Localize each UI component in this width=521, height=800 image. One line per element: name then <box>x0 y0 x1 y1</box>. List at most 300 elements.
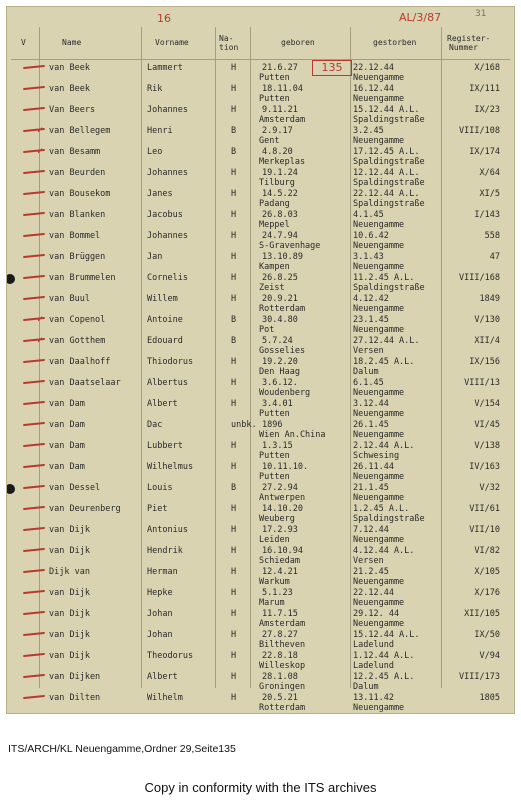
cell-geboren: 21.6.27 <box>262 63 298 73</box>
table-row <box>7 525 514 546</box>
cell-nation: H <box>231 525 237 535</box>
table-row <box>7 651 514 672</box>
table-row <box>7 315 514 336</box>
cell-gestorben: 6.1.45 <box>353 378 384 388</box>
cell-name: van Dijk <box>49 588 90 598</box>
cell-name: van Brüggen <box>49 252 106 262</box>
cell-birthplace: Gosselies <box>259 346 306 356</box>
copy-notice: Copy in conformity with the ITS archives <box>144 780 377 795</box>
cell-geboren: 14.5.22 <box>262 189 298 199</box>
red-pencil-tick <box>23 548 45 552</box>
cell-register: V/130 <box>474 315 500 325</box>
cell-nation: H <box>231 567 237 577</box>
cell-geboren: 13.10.89 <box>262 252 303 262</box>
cell-gestorben: 22.12.44 <box>353 63 394 73</box>
cell-deathplace: Versen <box>353 556 384 566</box>
cell-gestorben: 21.1.45 <box>353 483 389 493</box>
cell-vorname: Rik <box>147 84 163 94</box>
table-row <box>7 126 514 147</box>
cell-vorname: Hendrik <box>147 546 183 556</box>
cell-geboren: 1.3.15 <box>262 441 293 451</box>
cell-gestorben: 1.12.44 A.L. <box>353 651 415 661</box>
red-pencil-tick <box>23 653 45 657</box>
cell-deathplace: Spaldingstraße <box>353 157 425 167</box>
handwritten-number: 16 <box>157 12 171 25</box>
cell-vorname: Louis <box>147 483 173 493</box>
cell-nation: unbk. <box>231 420 257 430</box>
cell-gestorben: 12.12.44 A.L. <box>353 168 420 178</box>
header-geboren: geboren <box>281 38 315 47</box>
cell-deathplace: Neuengamme <box>353 430 405 440</box>
cell-register: IX/111 <box>469 84 500 94</box>
cell-deathplace: Neuengamme <box>353 472 405 482</box>
cell-name: van Buul <box>49 294 90 304</box>
cell-birthplace: Antwerpen <box>259 493 306 503</box>
table-row <box>7 420 514 441</box>
cell-birthplace: Putten <box>259 94 290 104</box>
table-row <box>7 84 514 105</box>
cell-vorname: Jan <box>147 252 163 262</box>
cell-geboren: 5.7.24 <box>262 336 293 346</box>
cell-birthplace: Rotterdam <box>259 304 306 314</box>
cell-vorname: Albert <box>147 672 178 682</box>
cell-name: van Beek <box>49 63 90 73</box>
cell-name: van Daalhoff <box>49 357 111 367</box>
table-row <box>7 210 514 231</box>
cell-deathplace: Ladelund <box>353 661 394 671</box>
cell-register: XI/5 <box>479 189 500 199</box>
cell-vorname: Wilhelmus <box>147 462 194 472</box>
cell-nation: B <box>231 336 237 346</box>
cell-vorname: Lammert <box>147 63 183 73</box>
cell-name: van Dijk <box>49 609 90 619</box>
table-row <box>7 504 514 525</box>
cell-geboren: 9.11.21 <box>262 105 298 115</box>
cell-gestorben: 23.1.45 <box>353 315 389 325</box>
cell-gestorben: 11.2.45 A.L. <box>353 273 415 283</box>
cell-register: V/32 <box>479 483 500 493</box>
cell-name: Van Beers <box>49 105 96 115</box>
check-mark-icon: ✓ <box>37 335 44 346</box>
cell-birthplace: Biltheven <box>259 640 306 650</box>
cell-birthplace: Putten <box>259 73 290 83</box>
cell-vorname: Johan <box>147 630 173 640</box>
header-nation-1: Na- <box>219 34 234 43</box>
cell-register: XII/4 <box>474 336 500 346</box>
cell-vorname: Johannes <box>147 231 188 241</box>
cell-register: 1849 <box>479 294 500 304</box>
red-pencil-tick <box>23 569 45 573</box>
cell-deathplace: Neuengamme <box>353 325 405 335</box>
table-row <box>7 105 514 126</box>
check-mark-icon: ✓ <box>37 125 44 136</box>
cell-birthplace: Wien An.China <box>259 430 326 440</box>
cell-gestorben: 3.1.43 <box>353 252 384 262</box>
cell-geboren: 26.8.25 <box>262 273 298 283</box>
cell-vorname: Johannes <box>147 105 188 115</box>
cell-deathplace: Neuengamme <box>353 304 405 314</box>
cell-vorname: Thiodorus <box>147 357 194 367</box>
cell-register: IX/23 <box>474 105 500 115</box>
cell-nation: B <box>231 147 237 157</box>
cell-geboren: 26.8.03 <box>262 210 298 220</box>
red-pencil-tick <box>23 359 45 363</box>
cell-vorname: Janes <box>147 189 173 199</box>
cell-deathplace: Neuengamme <box>353 94 405 104</box>
cell-nation: B <box>231 315 237 325</box>
red-pencil-tick <box>23 233 45 237</box>
cell-birthplace: Putten <box>259 409 290 419</box>
table-row <box>7 357 514 378</box>
cell-name: Dijk van <box>49 567 90 577</box>
cell-gestorben: 4.1.45 <box>353 210 384 220</box>
cell-nation: H <box>231 189 237 199</box>
cell-geboren: 27.8.27 <box>262 630 298 640</box>
cell-register: VI/82 <box>474 546 500 556</box>
cell-gestorben: 3.12.44 <box>353 399 389 409</box>
table-row <box>7 567 514 588</box>
cell-gestorben: 26.11.44 <box>353 462 394 472</box>
cell-name: van Dam <box>49 462 85 472</box>
cell-register: 47 <box>489 252 500 262</box>
cell-name: van Dijk <box>49 630 90 640</box>
cell-name: van Bousekom <box>49 189 111 199</box>
handwritten-corner-number: 31 <box>475 9 487 19</box>
cell-deathplace: Spaldingstraße <box>353 199 425 209</box>
cell-gestorben: 26.1.45 <box>353 420 389 430</box>
cell-vorname: Johannes <box>147 168 188 178</box>
cell-birthplace: Woudenberg <box>259 388 311 398</box>
cell-geboren: 2.9.17 <box>262 126 293 136</box>
cell-deathplace: Spaldingstraße <box>353 514 425 524</box>
cell-geboren: 4.8.20 <box>262 147 293 157</box>
red-pencil-tick <box>23 191 45 195</box>
cell-gestorben: 4.12.44 A.L. <box>353 546 415 556</box>
cell-register: VIII/173 <box>459 672 500 682</box>
cell-name: van Dilten <box>49 693 101 703</box>
cell-nation: H <box>231 399 237 409</box>
table-row <box>7 399 514 420</box>
cell-gestorben: 1.2.45 A.L. <box>353 504 410 514</box>
table-row <box>7 147 514 168</box>
cell-birthplace: Gent <box>259 136 280 146</box>
cell-name: van Dijk <box>49 651 90 661</box>
cell-name: van Dessel <box>49 483 101 493</box>
cell-name: van Dam <box>49 420 85 430</box>
cell-birthplace: Amsterdam <box>259 115 306 125</box>
cell-birthplace: Amsterdam <box>259 619 306 629</box>
cell-register: IV/163 <box>469 462 500 472</box>
cell-register: X/176 <box>474 588 500 598</box>
cell-gestorben: 16.12.44 <box>353 84 394 94</box>
cell-register: XII/105 <box>464 609 500 619</box>
punch-hole <box>6 484 15 494</box>
cell-nation: H <box>231 588 237 598</box>
cell-gestorben: 13.11.42 <box>353 693 394 703</box>
cell-name: van Blanken <box>49 210 106 220</box>
cell-deathplace: Neuengamme <box>353 220 405 230</box>
cell-nation: H <box>231 378 237 388</box>
table-header <box>7 34 514 60</box>
cell-vorname: Cornelis <box>147 273 188 283</box>
cell-name: van Dam <box>49 399 85 409</box>
cell-name: van Brummelen <box>49 273 116 283</box>
cell-deathplace: Neuengamme <box>353 535 405 545</box>
red-pencil-tick <box>23 506 45 510</box>
cell-vorname: Antoine <box>147 315 183 325</box>
cell-vorname: Dac <box>147 420 163 430</box>
red-pencil-tick <box>23 254 45 258</box>
cell-name: van Beek <box>49 84 90 94</box>
table-row <box>7 609 514 630</box>
cell-geboren: 28.1.08 <box>262 672 298 682</box>
red-pencil-tick <box>23 212 45 216</box>
cell-geboren: 11.7.15 <box>262 609 298 619</box>
cell-vorname: Willem <box>147 294 178 304</box>
cell-birthplace: Marum <box>259 598 285 608</box>
table-row <box>7 693 514 714</box>
cell-register: 558 <box>484 231 500 241</box>
table-row <box>7 546 514 567</box>
cell-geboren: 24.7.94 <box>262 231 298 241</box>
cell-deathplace: Neuengamme <box>353 703 405 713</box>
table-row <box>7 588 514 609</box>
cell-deathplace: Schwesing <box>353 451 400 461</box>
red-pencil-tick <box>23 65 45 69</box>
cell-birthplace: Den Haag <box>259 367 300 377</box>
table-row <box>7 630 514 651</box>
cell-geboren: 20.5.21 <box>262 693 298 703</box>
cell-register: I/143 <box>474 210 500 220</box>
register-table-body <box>7 63 514 714</box>
cell-vorname: Antonius <box>147 525 188 535</box>
cell-deathplace: Neuengamme <box>353 409 405 419</box>
cell-birthplace: Tilburg <box>259 178 295 188</box>
cell-birthplace: Pot <box>259 325 275 335</box>
red-pencil-tick <box>23 674 45 678</box>
cell-name: van Copenol <box>49 315 106 325</box>
document-sheet <box>6 6 515 714</box>
table-row <box>7 462 514 483</box>
cell-deathplace: Neuengamme <box>353 136 405 146</box>
cell-vorname: Johan <box>147 609 173 619</box>
cell-gestorben: 21.2.45 <box>353 567 389 577</box>
cell-register: VIII/13 <box>464 378 500 388</box>
cell-deathplace: Neuengamme <box>353 262 405 272</box>
header-register-1: Register- <box>447 34 491 43</box>
header-v: V <box>21 38 26 47</box>
cell-name: van Gotthem <box>49 336 106 346</box>
cell-gestorben: 17.12.45 A.L. <box>353 147 420 157</box>
cell-birthplace: Rotterdam <box>259 703 306 713</box>
cell-name: van Beurden <box>49 168 106 178</box>
handwritten-file-reference: AL/3/87 <box>399 11 442 24</box>
cell-nation: H <box>231 546 237 556</box>
table-row <box>7 273 514 294</box>
cell-nation: H <box>231 462 237 472</box>
cell-nation: H <box>231 294 237 304</box>
cell-birthplace: Groningen <box>259 682 306 692</box>
header-register-2: Nummer <box>449 43 478 52</box>
red-pencil-tick <box>23 401 45 405</box>
cell-name: van Dijken <box>49 672 101 682</box>
red-pencil-tick <box>23 422 45 426</box>
cell-register: IX/174 <box>469 147 500 157</box>
cell-nation: H <box>231 105 237 115</box>
archive-reference: ITS/ARCH/KL Neuengamme,Ordner 29,Seite135 <box>8 743 236 755</box>
cell-deathplace: Spaldingstraße <box>353 178 425 188</box>
cell-deathplace: Spaldingstraße <box>353 115 425 125</box>
cell-register: X/64 <box>479 168 500 178</box>
cell-nation: H <box>231 504 237 514</box>
header-gestorben: gestorben <box>373 38 417 47</box>
cell-name: van Dijk <box>49 525 90 535</box>
cell-geboren: 3.4.01 <box>262 399 293 409</box>
handwritten-page-stamp: 135 <box>312 60 352 76</box>
cell-geboren: 5.1.23 <box>262 588 293 598</box>
header-name: Name <box>62 38 82 47</box>
cell-deathplace: Spaldingstraße <box>353 283 425 293</box>
cell-name: van Dam <box>49 441 85 451</box>
table-row <box>7 336 514 357</box>
cell-register: V/154 <box>474 399 500 409</box>
cell-deathplace: Ladelund <box>353 640 394 650</box>
cell-register: X/168 <box>474 63 500 73</box>
table-row <box>7 441 514 462</box>
red-pencil-tick <box>23 527 45 531</box>
cell-gestorben: 12.2.45 A.L. <box>353 672 415 682</box>
cell-nation: H <box>231 84 237 94</box>
cell-birthplace: Padang <box>259 199 290 209</box>
table-row <box>7 252 514 273</box>
cell-geboren: 22.8.18 <box>262 651 298 661</box>
cell-name: van Besamm <box>49 147 101 157</box>
red-pencil-tick <box>23 485 45 489</box>
cell-nation: H <box>231 168 237 178</box>
cell-gestorben: 10.6.42 <box>353 231 389 241</box>
cell-nation: H <box>231 693 237 703</box>
cell-nation: H <box>231 252 237 262</box>
red-pencil-tick <box>23 632 45 636</box>
cell-geboren: 19.1.24 <box>262 168 298 178</box>
red-pencil-tick <box>23 275 45 279</box>
cell-birthplace: Schiedam <box>259 556 300 566</box>
cell-vorname: Lubbert <box>147 441 183 451</box>
cell-deathplace: Neuengamme <box>353 73 405 83</box>
cell-gestorben: 27.12.44 A.L. <box>353 336 420 346</box>
cell-nation: H <box>231 609 237 619</box>
cell-birthplace: Weuberg <box>259 514 295 524</box>
red-pencil-tick <box>23 296 45 300</box>
cell-vorname: Henri <box>147 126 173 136</box>
cell-deathplace: Versen <box>353 346 384 356</box>
check-mark-icon: ✓ <box>37 146 44 157</box>
cell-geboren: 16.10.94 <box>262 546 303 556</box>
cell-geboren: 20.9.21 <box>262 294 298 304</box>
cell-geboren: 30.4.80 <box>262 315 298 325</box>
cell-name: van Daatselaar <box>49 378 121 388</box>
cell-geboren: 14.10.20 <box>262 504 303 514</box>
check-mark-icon: ✓ <box>37 314 44 325</box>
cell-gestorben: 2.12.44 A.L. <box>353 441 415 451</box>
red-pencil-tick <box>23 380 45 384</box>
cell-nation: H <box>231 273 237 283</box>
cell-geboren: 17.2.93 <box>262 525 298 535</box>
cell-birthplace: Putten <box>259 451 290 461</box>
red-pencil-tick <box>23 443 45 447</box>
cell-birthplace: Willeskop <box>259 661 306 671</box>
cell-gestorben: 15.12.44 A.L. <box>353 630 420 640</box>
table-row <box>7 294 514 315</box>
cell-geboren: 3.6.12. <box>262 378 298 388</box>
cell-nation: B <box>231 126 237 136</box>
table-row <box>7 672 514 693</box>
cell-vorname: Albertus <box>147 378 188 388</box>
cell-deathplace: Neuengamme <box>353 388 405 398</box>
red-pencil-tick <box>23 695 45 699</box>
cell-register: V/94 <box>479 651 500 661</box>
cell-vorname: Albert <box>147 399 178 409</box>
cell-nation: H <box>231 630 237 640</box>
cell-deathplace: Dalum <box>353 367 379 377</box>
table-row <box>7 231 514 252</box>
cell-vorname: Hepke <box>147 588 173 598</box>
cell-name: van Bellegem <box>49 126 111 136</box>
cell-deathplace: Neuengamme <box>353 577 405 587</box>
cell-nation: H <box>231 441 237 451</box>
red-pencil-tick <box>23 86 45 90</box>
cell-register: VII/10 <box>469 525 500 535</box>
cell-register: VIII/168 <box>459 273 500 283</box>
cell-gestorben: 22.12.44 A.L. <box>353 189 420 199</box>
red-pencil-tick <box>23 107 45 111</box>
cell-register: VIII/108 <box>459 126 500 136</box>
table-row <box>7 378 514 399</box>
cell-register: IX/156 <box>469 357 500 367</box>
table-row <box>7 63 514 84</box>
cell-register: VII/61 <box>469 504 500 514</box>
punch-hole <box>6 274 15 284</box>
cell-geboren: 18.11.04 <box>262 84 303 94</box>
cell-gestorben: 4.12.42 <box>353 294 389 304</box>
cell-nation: B <box>231 483 237 493</box>
cell-register: VI/45 <box>474 420 500 430</box>
cell-birthplace: Putten <box>259 472 290 482</box>
cell-birthplace: Leiden <box>259 535 290 545</box>
cell-geboren: 19.2.20 <box>262 357 298 367</box>
red-pencil-tick <box>23 170 45 174</box>
header-vorname: Vorname <box>155 38 189 47</box>
cell-vorname: Leo <box>147 147 163 157</box>
cell-vorname: Herman <box>147 567 178 577</box>
cell-nation: H <box>231 672 237 682</box>
cell-vorname: Edouard <box>147 336 183 346</box>
cell-vorname: Jacobus <box>147 210 183 220</box>
cell-geboren: 12.4.21 <box>262 567 298 577</box>
cell-deathplace: Neuengamme <box>353 619 405 629</box>
header-nation-2: tion <box>219 43 239 52</box>
cell-birthplace: Zeist <box>259 283 285 293</box>
cell-name: van Dijk <box>49 546 90 556</box>
cell-nation: H <box>231 210 237 220</box>
cell-birthplace: S-Gravenhage <box>259 241 321 251</box>
cell-vorname: Wilhelm <box>147 693 183 703</box>
cell-gestorben: 7.12.44 <box>353 525 389 535</box>
cell-register: 1805 <box>479 693 500 703</box>
cell-register: V/138 <box>474 441 500 451</box>
cell-birthplace: Kampen <box>259 262 290 272</box>
cell-gestorben: 22.12.44 <box>353 588 394 598</box>
